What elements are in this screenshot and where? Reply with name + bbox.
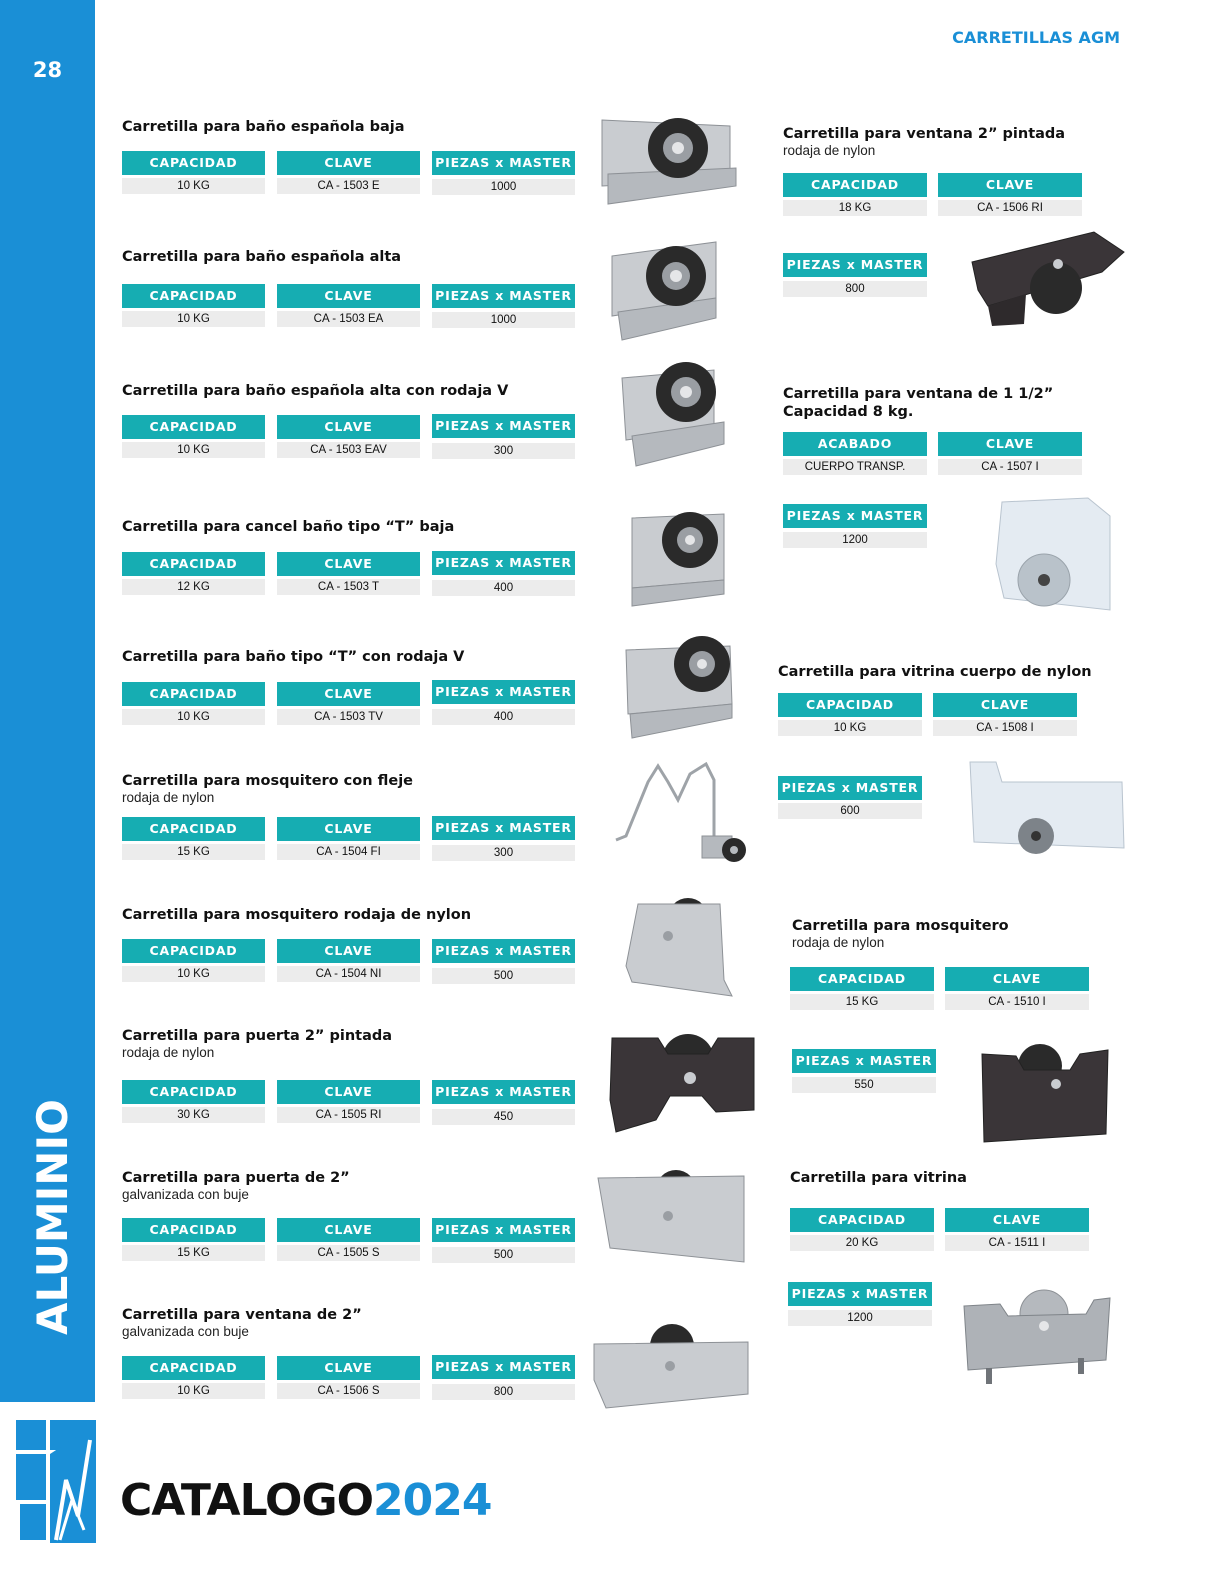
product-title: Carretilla para baño tipo “T” con rodaja V xyxy=(122,649,465,665)
product-subtitle: rodaja de nylon xyxy=(783,143,876,158)
code-header: CLAVE xyxy=(277,415,420,439)
transparent-roller-image xyxy=(992,494,1114,628)
pieces-value: 400 xyxy=(432,709,575,725)
code-header: CLAVE xyxy=(938,432,1082,456)
pieces-value: 500 xyxy=(432,1247,575,1263)
code-value: CA - 1510 I xyxy=(945,994,1089,1010)
code-value: CA - 1503 EA xyxy=(277,311,420,327)
capacity-header: CAPACIDAD xyxy=(122,1218,265,1242)
screen-roller-image xyxy=(624,896,736,1000)
pieces-value: 1000 xyxy=(432,312,575,328)
painted-door-roller-image xyxy=(608,1030,756,1136)
capacity-header: CAPACIDAD xyxy=(790,967,934,991)
code-header: CLAVE xyxy=(277,939,420,963)
roller-bracket-image xyxy=(618,358,728,468)
capacity-value: 10 KG xyxy=(122,966,265,982)
agm-logo-icon xyxy=(16,1420,96,1543)
capacity-header: CAPACIDAD xyxy=(122,415,265,439)
product-title: Carretilla para mosquitero rodaja de nylon xyxy=(122,907,472,923)
product-subtitle: rodaja de nylon xyxy=(122,1045,215,1060)
capacity-value: 15 KG xyxy=(790,994,934,1010)
pieces-value: 450 xyxy=(432,1109,575,1125)
pieces-value: 1000 xyxy=(432,179,575,195)
code-header: CLAVE xyxy=(277,817,420,841)
code-value: CA - 1506 RI xyxy=(938,200,1082,216)
capacity-header: CAPACIDAD xyxy=(122,1080,265,1104)
product-subtitle: galvanizada con buje xyxy=(122,1187,249,1202)
code-header: CLAVE xyxy=(945,1208,1089,1232)
galvanized-window-roller-image xyxy=(592,1318,752,1410)
spring-roller-image xyxy=(610,760,750,866)
capacity-header: CAPACIDAD xyxy=(778,693,922,717)
pieces-value: 500 xyxy=(432,968,575,984)
code-value: CA - 1507 I xyxy=(938,459,1082,475)
capacity-header: CAPACIDAD xyxy=(122,817,265,841)
page-number: 28 xyxy=(32,58,63,82)
pieces-header: PIEZAS x MASTER xyxy=(432,151,575,175)
code-header: CLAVE xyxy=(277,1218,420,1242)
pieces-header: PIEZAS x MASTER xyxy=(783,253,927,277)
finish-header: ACABADO xyxy=(783,432,927,456)
nylon-vitrine-roller-image xyxy=(966,758,1128,862)
finish-value: CUERPO TRANSP. xyxy=(783,459,927,475)
product-subtitle: galvanizada con buje xyxy=(122,1324,249,1339)
code-header: CLAVE xyxy=(277,1356,420,1380)
capacity-value: 10 KG xyxy=(122,311,265,327)
capacity-value: 10 KG xyxy=(122,442,265,458)
code-value: CA - 1505 RI xyxy=(277,1107,420,1123)
code-value: CA - 1503 T xyxy=(277,579,420,595)
product-title: Carretilla para mosquitero con fleje xyxy=(122,773,413,789)
painted-window-roller-image xyxy=(966,228,1126,328)
pieces-header: PIEZAS x MASTER xyxy=(432,680,575,704)
code-value: CA - 1506 S xyxy=(277,1383,420,1399)
capacity-value: 15 KG xyxy=(122,1245,265,1261)
product-title: Carretilla para baño española alta xyxy=(122,249,402,265)
capacity-value: 10 KG xyxy=(122,1383,265,1399)
code-header: CLAVE xyxy=(277,284,420,308)
capacity-value: 30 KG xyxy=(122,1107,265,1123)
roller-bracket-image xyxy=(598,106,738,206)
code-value: CA - 1505 S xyxy=(277,1245,420,1261)
capacity-value: 18 KG xyxy=(783,200,927,216)
pieces-header: PIEZAS x MASTER xyxy=(432,1080,575,1104)
product-title: Carretilla para cancel baño tipo “T” baja xyxy=(122,519,455,535)
pieces-header: PIEZAS x MASTER xyxy=(783,504,927,528)
pieces-header: PIEZAS x MASTER xyxy=(432,1218,575,1242)
code-header: CLAVE xyxy=(933,693,1077,717)
roller-bracket-image xyxy=(608,238,720,342)
product-title: Carretilla para vitrina xyxy=(790,1170,967,1186)
capacity-header: CAPACIDAD xyxy=(122,151,265,175)
pieces-header: PIEZAS x MASTER xyxy=(792,1049,936,1073)
code-header: CLAVE xyxy=(945,967,1089,991)
product-title: Carretilla para baño española baja xyxy=(122,119,405,135)
pieces-value: 300 xyxy=(432,845,575,861)
code-header: CLAVE xyxy=(277,682,420,706)
t-type-v-roller-image xyxy=(622,632,738,740)
pieces-header: PIEZAS x MASTER xyxy=(432,816,575,840)
product-title: Carretilla para vitrina cuerpo de nylon xyxy=(778,664,1092,680)
pieces-header: PIEZAS x MASTER xyxy=(432,551,575,575)
capacity-value: 12 KG xyxy=(122,579,265,595)
product-title: Carretilla para mosquitero xyxy=(792,918,1009,934)
product-title: Carretilla para ventana 2” pintada xyxy=(783,126,1066,142)
code-value: CA - 1503 EAV xyxy=(277,442,420,458)
capacity-header: CAPACIDAD xyxy=(783,173,927,197)
pieces-header: PIEZAS x MASTER xyxy=(432,284,575,308)
pieces-header: PIEZAS x MASTER xyxy=(788,1282,932,1306)
capacity-value: 10 KG xyxy=(122,178,265,194)
pieces-value: 800 xyxy=(783,281,927,297)
product-title: Carretilla para puerta de 2” xyxy=(122,1170,350,1186)
pieces-value: 800 xyxy=(432,1384,575,1400)
product-title: Carretilla para ventana de 1 1/2” xyxy=(783,386,1054,402)
code-value: CA - 1511 I xyxy=(945,1235,1089,1251)
pieces-value: 1200 xyxy=(788,1310,932,1326)
capacity-header: CAPACIDAD xyxy=(790,1208,934,1232)
code-value: CA - 1504 NI xyxy=(277,966,420,982)
code-value: CA - 1504 FI xyxy=(277,844,420,860)
code-header: CLAVE xyxy=(277,151,420,175)
vitrine-roller-image xyxy=(960,1286,1112,1386)
code-value: CA - 1508 I xyxy=(933,720,1077,736)
pieces-header: PIEZAS x MASTER xyxy=(432,414,575,438)
capacity-value: 10 KG xyxy=(778,720,922,736)
pieces-header: PIEZAS x MASTER xyxy=(778,776,922,800)
catalog-brand: CATALOGO xyxy=(120,1475,373,1526)
capacity-header: CAPACIDAD xyxy=(122,939,265,963)
code-header: CLAVE xyxy=(277,1080,420,1104)
code-header: CLAVE xyxy=(277,552,420,576)
code-value: CA - 1503 TV xyxy=(277,709,420,725)
capacity-header: CAPACIDAD xyxy=(122,682,265,706)
pieces-header: PIEZAS x MASTER xyxy=(432,939,575,963)
product-capacity-note: Capacidad 8 kg. xyxy=(783,404,914,420)
code-header: CLAVE xyxy=(938,173,1082,197)
catalog-footer-title xyxy=(120,1475,491,1526)
code-value: CA - 1503 E xyxy=(277,178,420,194)
pieces-value: 300 xyxy=(432,443,575,459)
capacity-header: CAPACIDAD xyxy=(122,284,265,308)
product-subtitle: rodaja de nylon xyxy=(792,935,885,950)
pieces-value: 1200 xyxy=(783,532,927,548)
pieces-value: 550 xyxy=(792,1077,936,1093)
screen-door-roller-image xyxy=(980,1040,1110,1144)
section-title: CARRETILLAS AGM xyxy=(952,28,1120,47)
product-title: Carretilla para baño española alta con rodaja V xyxy=(122,383,509,399)
pieces-value: 600 xyxy=(778,803,922,819)
product-subtitle: rodaja de nylon xyxy=(122,790,215,805)
capacity-header: CAPACIDAD xyxy=(122,1356,265,1380)
capacity-header: CAPACIDAD xyxy=(122,552,265,576)
galvanized-door-roller-image xyxy=(596,1168,746,1266)
product-title: Carretilla para puerta 2” pintada xyxy=(122,1028,393,1044)
t-type-roller-image xyxy=(626,508,730,608)
product-title: Carretilla para ventana de 2” xyxy=(122,1307,362,1323)
capacity-value: 20 KG xyxy=(790,1235,934,1251)
capacity-value: 15 KG xyxy=(122,844,265,860)
capacity-value: 10 KG xyxy=(122,709,265,725)
catalog-year: 2024 xyxy=(372,1475,492,1526)
side-category-label: ALUMINIO xyxy=(28,1099,77,1335)
pieces-value: 400 xyxy=(432,580,575,596)
pieces-header: PIEZAS x MASTER xyxy=(432,1355,575,1379)
